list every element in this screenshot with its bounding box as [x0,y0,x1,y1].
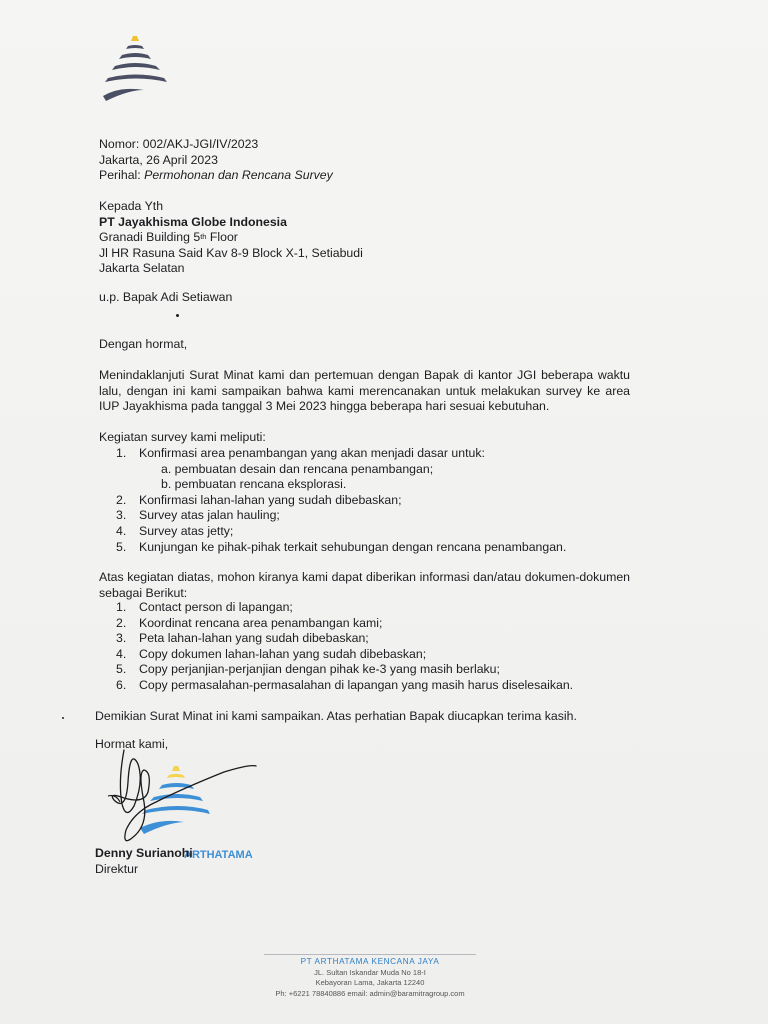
ink-speck [62,717,64,719]
address-line-1-sup: th [200,232,207,242]
list-text: Copy permasalahan-permasalahan di lapangan yang masih harus diselesaikan. [139,677,574,692]
list-text: Konfirmasi area penambangan yang akan menjadi dasar untuk: [139,446,485,460]
footer-address-2: Kebayoran Lama, Jakarta 12240 [315,978,425,987]
letter-number: Nomor: 002/AKJ-JGI/IV/2023 [99,137,259,151]
recipient-company: PT Jayakhisma Globe Indonesia [99,214,287,229]
letter-subject [99,168,333,184]
address-line-1-main: Granadi Building 5 [99,230,201,245]
list-number: 2. [116,492,127,507]
list-number: 1. [116,600,127,614]
footer-address-1: JL. Sultan Iskandar Muda No 18-I [314,967,426,977]
intro-paragraph: Menindaklanjuti Surat Minat kami dan pertemuan dengan Bapak di kantor JGI beberapa waktu lalu, dengan ini kami sampaikan bahwa kami merencanakan untuk melakukan survey ke area IUP Jayakhisma pada tanggal 3 Mei 2023 hingga beberapa hari sesuai kebutuhan. [99,368,630,414]
letter-footer [250,954,490,999]
list-number: 4. [116,646,127,661]
address-line-1 [99,230,363,246]
list-number: 6. [116,677,127,692]
letter-header [99,137,333,184]
footer-company: PT ARTHATAMA KENCANA JAYA [300,957,440,966]
list-number: 5. [116,662,127,677]
list-subtext: a. pembuatan desain dan rencana penambangan; [161,461,434,476]
list-text: Koordinat rencana area penambangan kami; [139,615,383,630]
attention-line: u.p. Bapak Adi Setiawan [99,290,233,304]
subject-label: Perihal: [99,168,141,183]
signer-title: Direktur [95,862,139,876]
list-text: Kunjungan ke pihak-pihak terkait sehubungan dengan rencana penambangan. [139,539,567,554]
list-number: 3. [116,631,127,646]
list-text: Copy perjanjian-perjanjian dengan pihak ke-3 yang masih berlaku; [139,662,500,677]
footer-contact: Ph: +6221 78840886 email: admin@baramitragroup.com [275,988,465,998]
to-label: Kepada Yth [99,199,164,213]
list-number: 2. [116,615,127,630]
address-line-2: Jl HR Rasuna Said Kav 8-9 Block X-1, Setiabudi [99,245,363,260]
subject-text: Permohonan dan Rencana Survey [144,168,333,183]
closing-paragraph: Demikian Surat Minat ini kami sampaikan. Atas perhatian Bapak diucapkan terima kasih. [95,709,577,723]
list-text: Peta lahan-lahan yang sudah dibebaskan; [139,631,369,646]
ink-speck [176,314,179,317]
company-logo-icon [100,34,170,104]
list-number: 1. [116,446,127,460]
greeting: Dengan hormat, [99,337,188,351]
footer-divider [264,954,476,955]
list-number: 3. [116,508,127,523]
stamp-text: ARTHATAMA [184,849,253,861]
letter-date: Jakarta, 26 April 2023 [99,152,218,167]
list-number: 4. [116,523,127,538]
list-text: Survey atas jalan hauling; [139,508,280,523]
list-text: Konfirmasi lahan-lahan yang sudah dibebaskan; [139,492,402,507]
sign-off: Hormat kami, [95,737,169,751]
activities-title: Kegiatan survey kami meliputi: [99,430,266,444]
request-intro: Atas kegiatan diatas, mohon kiranya kami dapat diberikan informasi dan/atau dokumen-dokumen sebagai Berikut: [99,570,630,600]
list-subtext: b. pembuatan rencana eksplorasi. [161,477,347,492]
list-text: Contact person di lapangan; [139,600,293,614]
list-text: Copy dokumen lahan-lahan yang sudah dibebaskan; [139,646,427,661]
list-text: Survey atas jetty; [139,523,234,538]
address-line-3: Jakarta Selatan [99,261,185,276]
list-number: 5. [116,539,127,554]
signer-name: Denny Surianohi [95,846,193,860]
recipient-address [99,199,363,277]
address-line-1-post: Floor [206,230,238,245]
